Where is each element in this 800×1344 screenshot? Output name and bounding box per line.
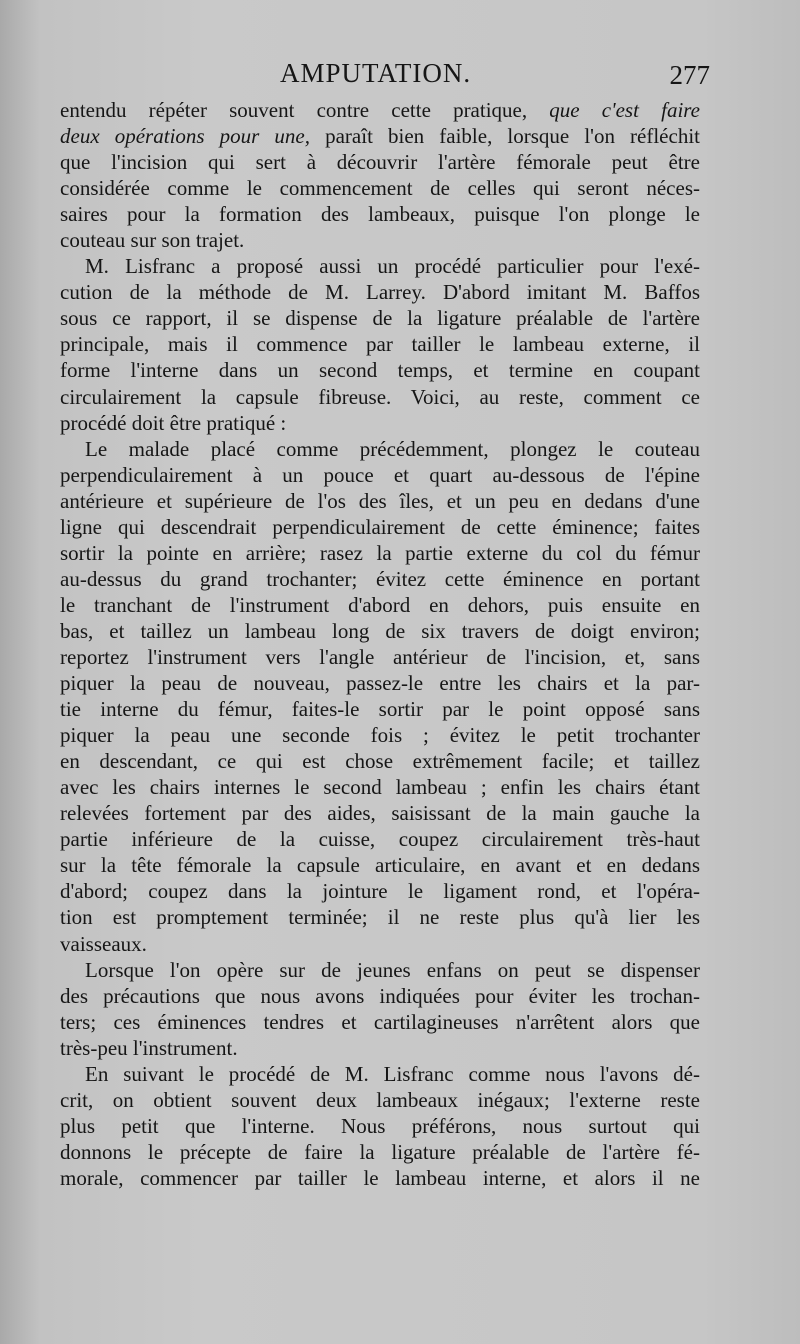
- italic-phrase: deux opérations pour une,: [60, 124, 311, 149]
- text-line: avec les chairs internes le second lambeau ; enfin les chairs étant: [60, 775, 700, 800]
- text-line: reportez l'instrument vers l'angle antérieur de l'incision, et, sans: [60, 644, 700, 669]
- text-line: tie interne du fémur, faites-le sortir par le point opposé sans: [60, 697, 700, 722]
- text-line: considérée comme le commencement de celles qui seront néces-: [60, 176, 700, 201]
- text-line: cution de la méthode de M. Larrey. D'abord imitant M. Baffos: [60, 280, 700, 305]
- text-line: sur la tête fémorale la capsule articulaire, en avant et en dedans: [60, 853, 700, 878]
- paragraph: [60, 436, 700, 957]
- text-line: En suivant le procédé de M. Lisfranc comme nous l'avons dé-: [85, 1061, 700, 1086]
- paragraph: [60, 253, 700, 435]
- text-line: vaisseaux.: [60, 931, 147, 956]
- text-line: procédé doit être pratiqué :: [60, 410, 287, 435]
- text-line: principale, mais il commence par tailler le lambeau externe, il: [60, 332, 700, 357]
- text-line: saires pour la formation des lambeaux, puisque l'on plonge le: [60, 202, 700, 227]
- text-line: relevées fortement par des aides, saisissant de la main gauche la: [60, 801, 700, 826]
- text-line: bas, et taillez un lambeau long de six travers de doigt environ;: [60, 618, 700, 643]
- text-line: au-dessus du grand trochanter; évitez cette éminence en portant: [60, 566, 700, 591]
- page-number: 277: [669, 60, 710, 90]
- text-line: piquer la peau une seconde fois ; évitez le petit trochanter: [60, 723, 700, 748]
- text-line: ligne qui descendrait perpendiculairement de cette éminence; faites: [60, 514, 700, 539]
- text-line: sous ce rapport, il se dispense de la ligature préalable de l'artère: [60, 306, 700, 331]
- text-line: ters; ces éminences tendres et cartilagineuses n'arrêtent alors que: [60, 1009, 700, 1034]
- text-line: M. Lisfranc a proposé aussi un procédé particulier pour l'exé-: [85, 254, 700, 279]
- paragraph: [60, 957, 700, 1061]
- text-line: perpendiculairement à un pouce et quart au-dessous de l'épine: [60, 462, 700, 487]
- text-line: morale, commencer par tailler le lambeau interne, et alors il ne: [60, 1165, 700, 1190]
- text-line: des précautions que nous avons indiquées pour éviter les trochan-: [60, 983, 700, 1008]
- text-line: tion est promptement terminée; il ne reste plus qu'à lier les: [60, 905, 700, 930]
- text-line: sortir la pointe en arrière; rasez la partie externe du col du fémur: [60, 540, 700, 565]
- italic-phrase: que c'est faire: [549, 98, 700, 122]
- text-line: circulairement la capsule fibreuse. Voici, au reste, comment ce: [60, 384, 700, 409]
- text-line: entendu répéter souvent contre cette pratique, que c'est faire: [60, 98, 700, 122]
- running-head: [60, 58, 710, 94]
- text-line: forme l'interne dans un second temps, et termine en coupant: [60, 358, 700, 383]
- text-line: le tranchant de l'instrument d'abord en dehors, puis ensuite en: [60, 592, 700, 617]
- text-line: d'abord; coupez dans la jointure le ligament rond, et l'opéra-: [60, 879, 700, 904]
- text-line: Lorsque l'on opère sur de jeunes enfans on peut se dispenser: [85, 957, 700, 982]
- text-line: [60, 123, 700, 149]
- second-line-rest: paraît bien faible, lorsque l'on réfléchit: [310, 124, 700, 149]
- text-line: couteau sur son trajet.: [60, 228, 245, 253]
- text-line: en descendant, ce qui est chose extrêmement facile; et taillez: [60, 749, 700, 774]
- text-line: donnons le précepte de faire la ligature préalable de l'artère fé-: [60, 1139, 700, 1164]
- paragraph: [60, 97, 700, 253]
- page-body: [60, 97, 700, 1191]
- text-line: très-peu l'instrument.: [60, 1035, 238, 1060]
- text-line: Le malade placé comme précédemment, plongez le couteau: [85, 436, 700, 461]
- text-line: plus petit que l'interne. Nous préférons, nous surtout qui: [60, 1113, 700, 1138]
- page-title: AMPUTATION.: [280, 58, 472, 88]
- text-line: crit, on obtient souvent deux lambeaux inégaux; l'externe reste: [60, 1087, 700, 1112]
- text-line: piquer la peau de nouveau, passez-le entre les chairs et la par-: [60, 671, 700, 696]
- paragraph: [60, 1061, 700, 1191]
- text-line: partie inférieure de la cuisse, coupez circulairement très-haut: [60, 827, 700, 852]
- text-line: antérieure et supérieure de l'os des îles, et un peu en dedans d'une: [60, 488, 700, 513]
- text-line: que l'incision qui sert à découvrir l'artère fémorale peut être: [60, 150, 700, 175]
